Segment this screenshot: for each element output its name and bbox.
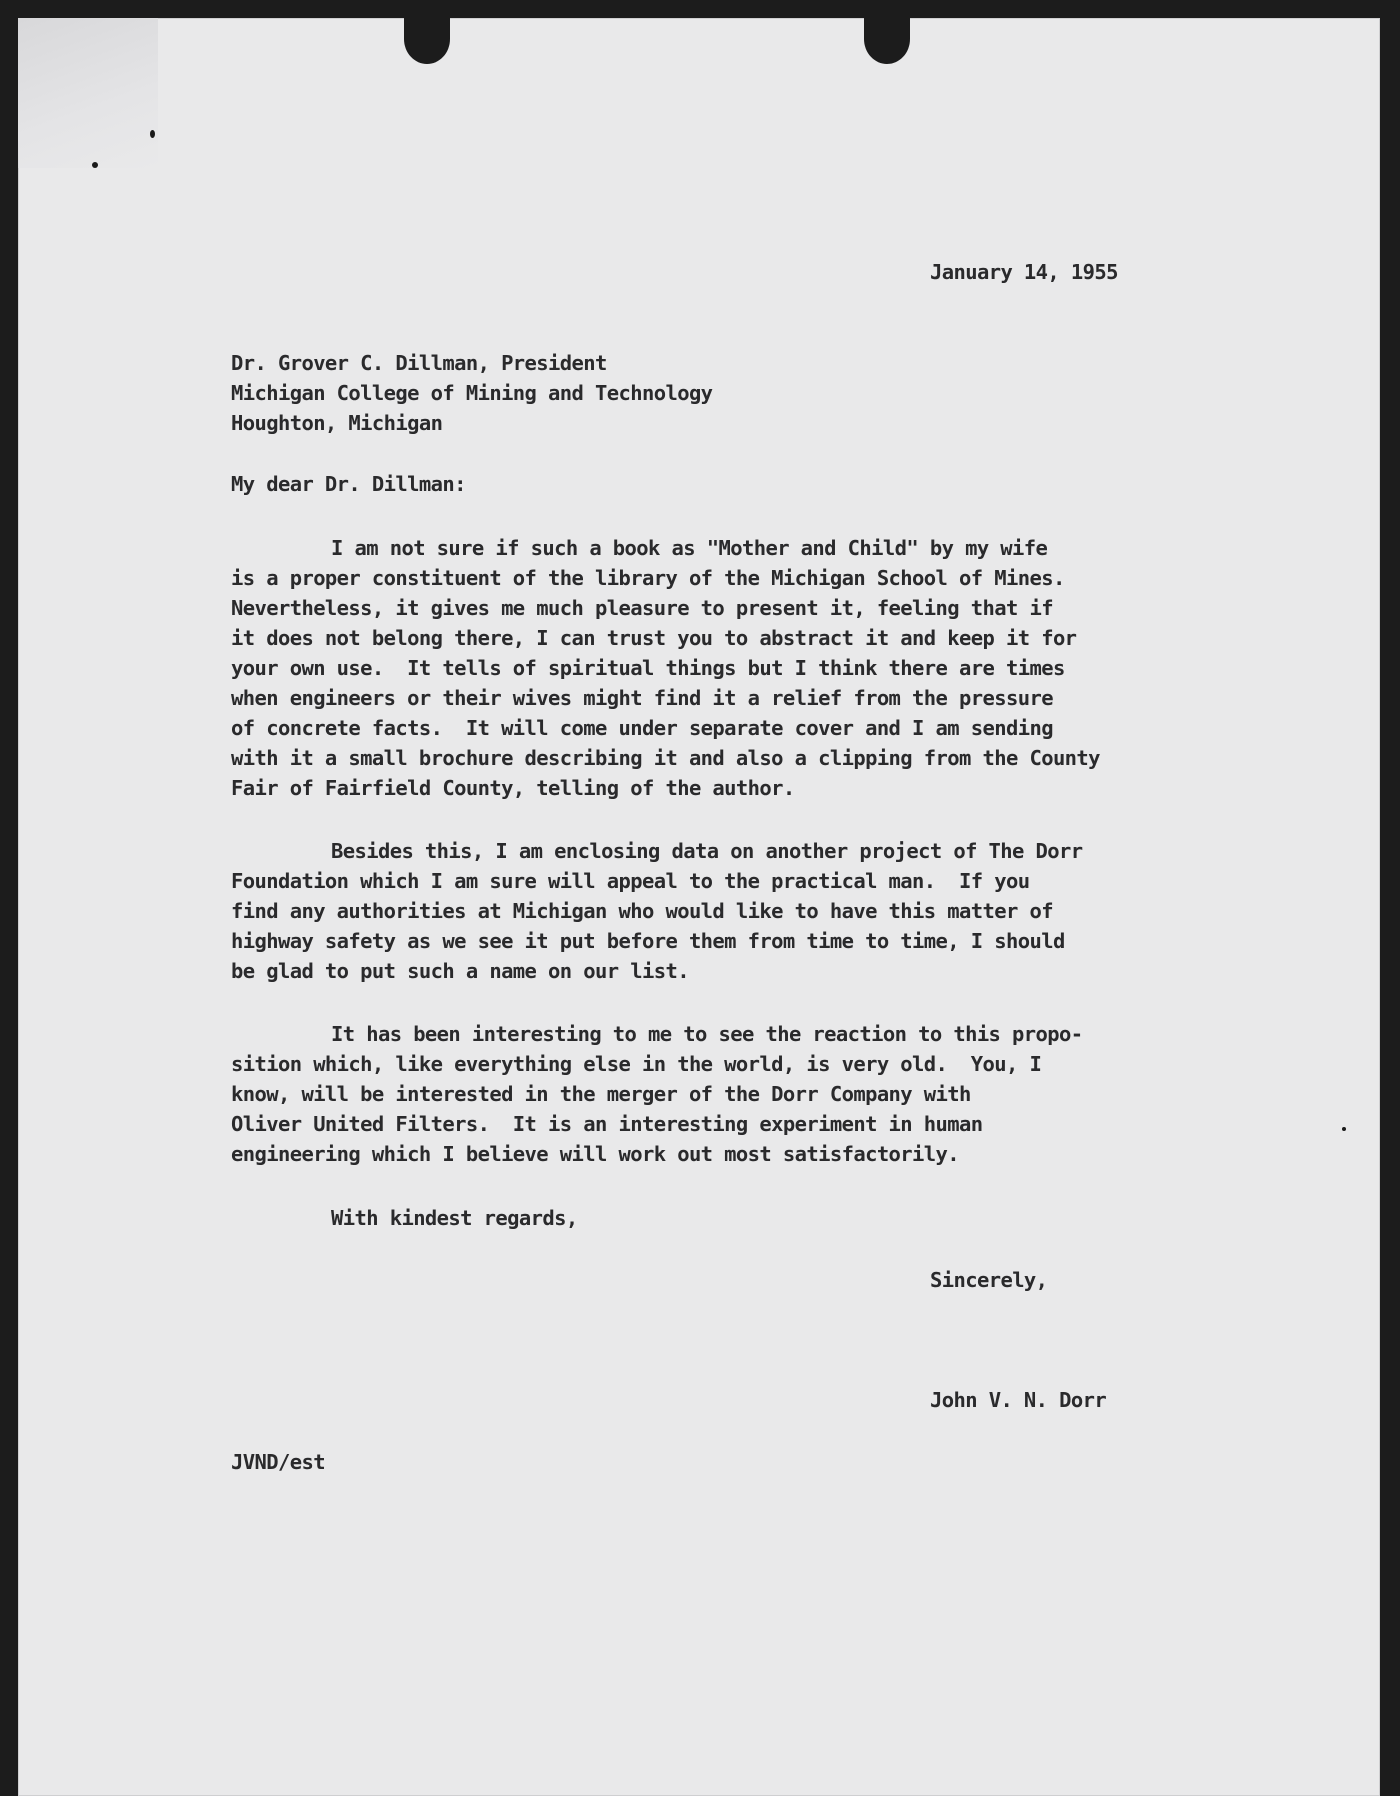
body-line: Foundation which I am sure will appeal to the practical man. If you <box>231 869 1030 893</box>
recipient-location: Houghton, Michigan <box>231 411 443 435</box>
recipient-institution: Michigan College of Mining and Technology <box>231 381 713 405</box>
body-line: when engineers or their wives might find it a relief from the pressure <box>231 686 1053 710</box>
body-line: It has been interesting to me to see the reaction to this propo- <box>331 1022 1083 1046</box>
ink-speck <box>1342 1127 1346 1131</box>
body-line: I am not sure if such a book as "Mother and Child" by my wife <box>331 536 1048 560</box>
body-line: Oliver United Filters. It is an interesting experiment in human <box>231 1112 983 1136</box>
body-line: it does not belong there, I can trust you to abstract it and keep it for <box>231 626 1077 650</box>
body-line: highway safety as we see it put before them from time to time, I should <box>231 929 1065 953</box>
letter-date: January 14, 1955 <box>930 260 1118 284</box>
body-line: be glad to put such a name on our list. <box>231 959 689 983</box>
binder-notch-right <box>864 14 910 64</box>
closing-regards: With kindest regards, <box>331 1206 578 1230</box>
body-line: know, will be interested in the merger of the Dorr Company with <box>231 1082 971 1106</box>
typist-initials: JVND/est <box>231 1450 325 1474</box>
salutation: My dear Dr. Dillman: <box>231 472 466 496</box>
ink-speck <box>92 162 98 168</box>
body-line: Besides this, I am enclosing data on another project of The Dorr <box>331 839 1083 863</box>
body-line: with it a small brochure describing it and also a clipping from the County <box>231 746 1100 770</box>
binder-notch-left <box>404 14 450 64</box>
body-line: your own use. It tells of spiritual things but I think there are times <box>231 656 1065 680</box>
ink-speck <box>150 130 155 138</box>
body-line: Nevertheless, it gives me much pleasure to present it, feeling that if <box>231 596 1053 620</box>
body-line: of concrete facts. It will come under separate cover and I am sending <box>231 716 1053 740</box>
body-line: engineering which I believe will work out most satisfactorily. <box>231 1142 960 1166</box>
body-line: sition which, like everything else in the world, is very old. You, I <box>231 1052 1042 1076</box>
body-line: find any authorities at Michigan who would like to have this matter of <box>231 899 1053 923</box>
folded-corner <box>18 18 158 168</box>
closing: Sincerely, <box>930 1268 1048 1292</box>
body-line: Fair of Fairfield County, telling of the author. <box>231 776 795 800</box>
body-line: is a proper constituent of the library of the Michigan School of Mines. <box>231 566 1065 590</box>
signature-name: John V. N. Dorr <box>930 1388 1107 1412</box>
recipient-name: Dr. Grover C. Dillman, President <box>231 351 607 375</box>
